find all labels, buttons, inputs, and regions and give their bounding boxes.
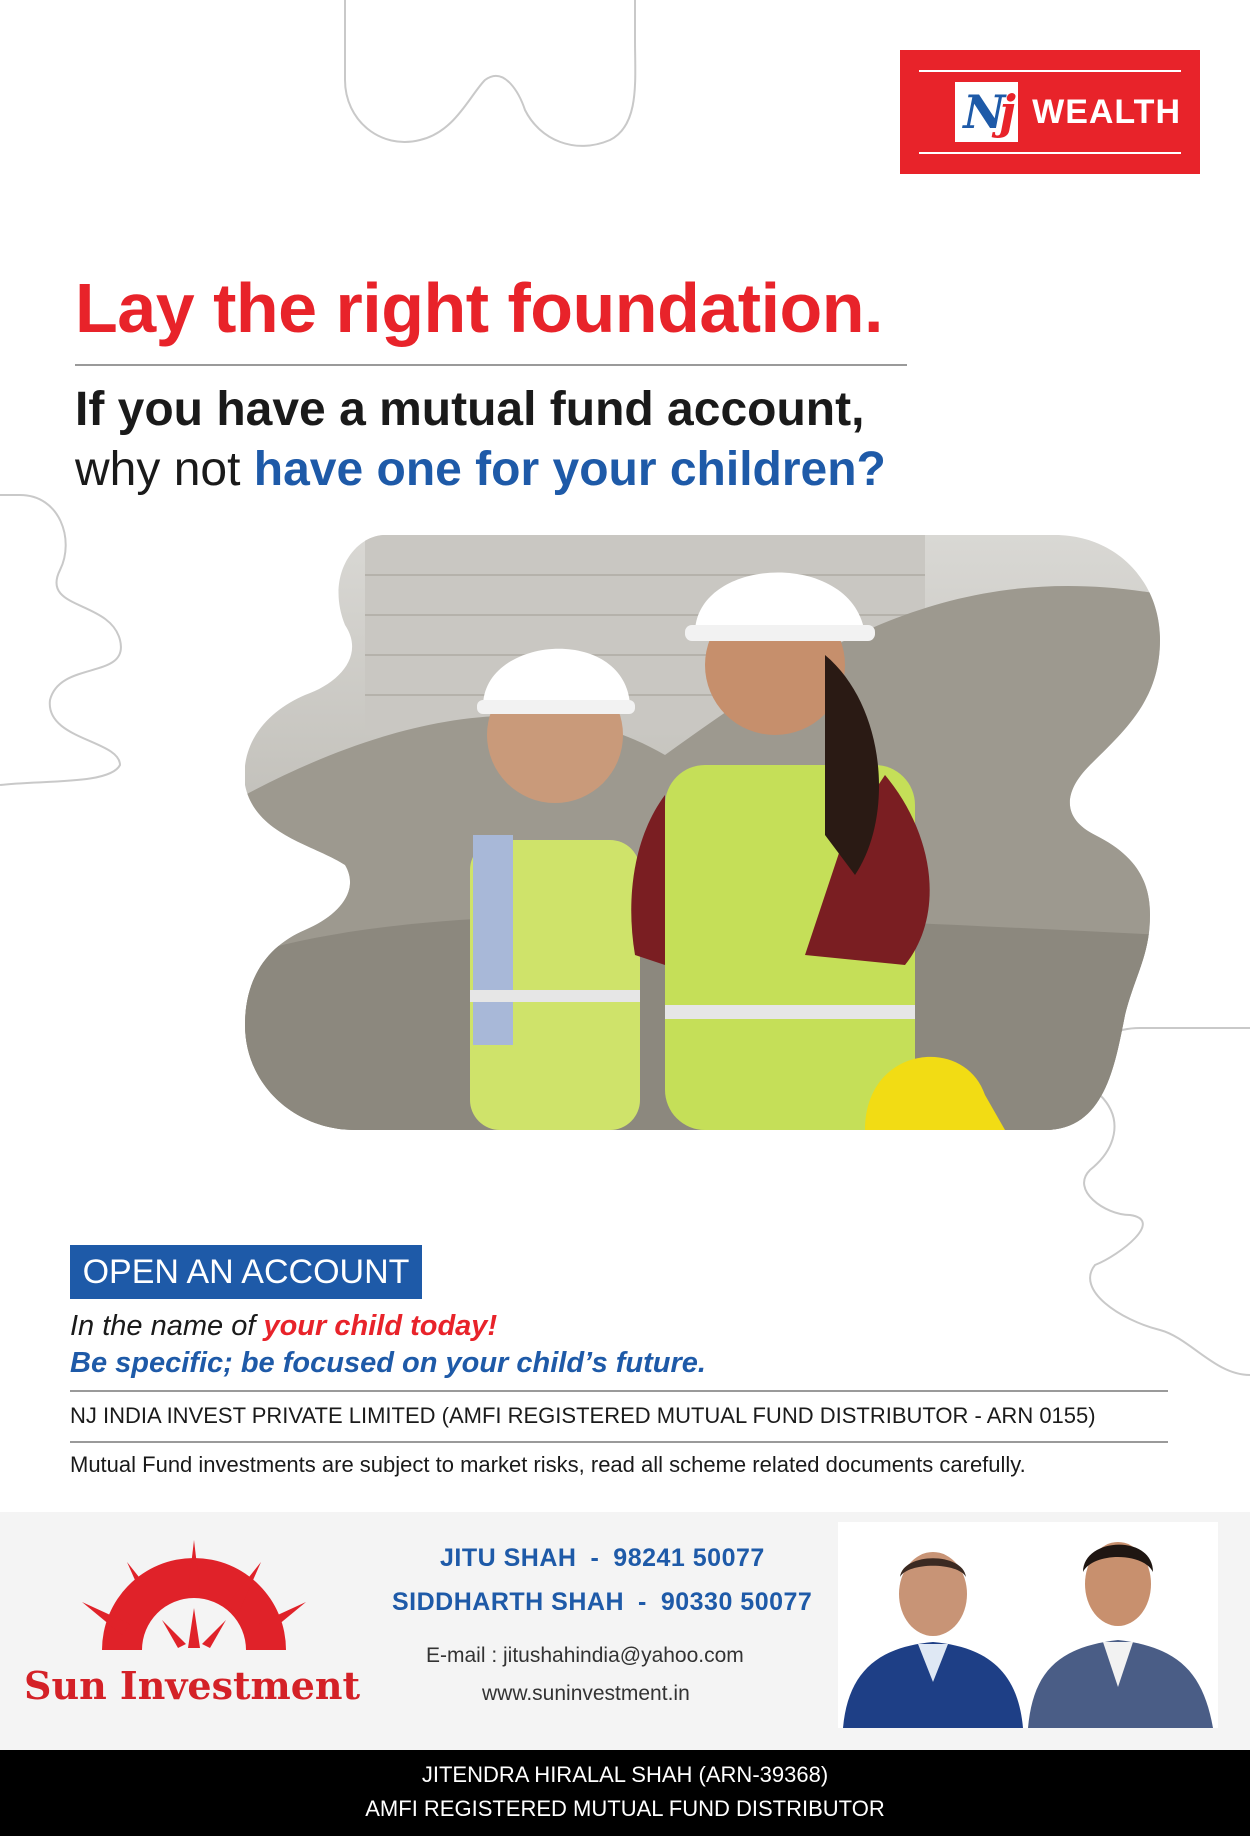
cta-tagline1 <box>70 1310 497 1343</box>
contact-name: JITU SHAH <box>440 1544 577 1572</box>
bottom-bar-line2: AMFI REGISTERED MUTUAL FUND DISTRIBUTOR <box>365 1796 885 1821</box>
contact-name: SIDDHARTH SHAH <box>392 1588 624 1616</box>
contact-separator: - <box>590 1544 600 1572</box>
email-line[interactable]: E-mail : jitushahindia@yahoo.com <box>426 1644 744 1667</box>
contact-phone[interactable]: 90330 50077 <box>660 1588 813 1616</box>
contact-siddharth <box>392 1588 812 1617</box>
distributor-disclaimer: NJ INDIA INVEST PRIVATE LIMITED (AMFI REGISTERED MUTUAL FUND DISTRIBUTOR - ARN 0155) <box>70 1403 1096 1428</box>
cta-tagline1-highlight: your child today! <box>263 1310 498 1342</box>
company-name: Sun Investment <box>24 1663 361 1708</box>
contact-phone[interactable]: 98241 50077 <box>613 1544 765 1572</box>
subhead-line2-highlight: have one for your children? <box>253 443 886 496</box>
nj-logo-mark-icon: N j <box>955 82 1018 142</box>
bottom-bar-line1: JITENDRA HIRALAL SHAH (ARN-39368) <box>421 1762 829 1787</box>
bottom-bar <box>0 1750 1250 1836</box>
cta-tagline1-plain: In the name of <box>70 1310 264 1342</box>
subhead-line2 <box>75 442 886 497</box>
cta-tagline2: Be specific; be focused on your child’s future. <box>70 1347 706 1379</box>
open-account-button[interactable]: OPEN AN ACCOUNT <box>70 1245 422 1299</box>
children-in-hard-hats-photo <box>245 535 1165 1130</box>
headline-divider <box>75 364 907 366</box>
website-link[interactable]: www.suninvestment.in <box>482 1682 690 1705</box>
contact-jitu <box>440 1544 765 1573</box>
divider-bottom <box>70 1441 1168 1443</box>
subhead-line2-plain: why not <box>75 443 254 496</box>
contact-separator: - <box>638 1588 647 1616</box>
nj-wealth-logo <box>900 50 1200 174</box>
divider-top <box>70 1390 1168 1392</box>
risk-disclaimer: Mutual Fund investments are subject to market risks, read all scheme related documents carefully. <box>70 1452 1026 1477</box>
headline: Lay the right foundation. <box>75 269 883 347</box>
subhead-line1: If you have a mutual fund account, <box>75 383 865 436</box>
logo-text: WEALTH <box>1032 92 1181 131</box>
advisor-portraits-photo <box>838 1522 1218 1728</box>
